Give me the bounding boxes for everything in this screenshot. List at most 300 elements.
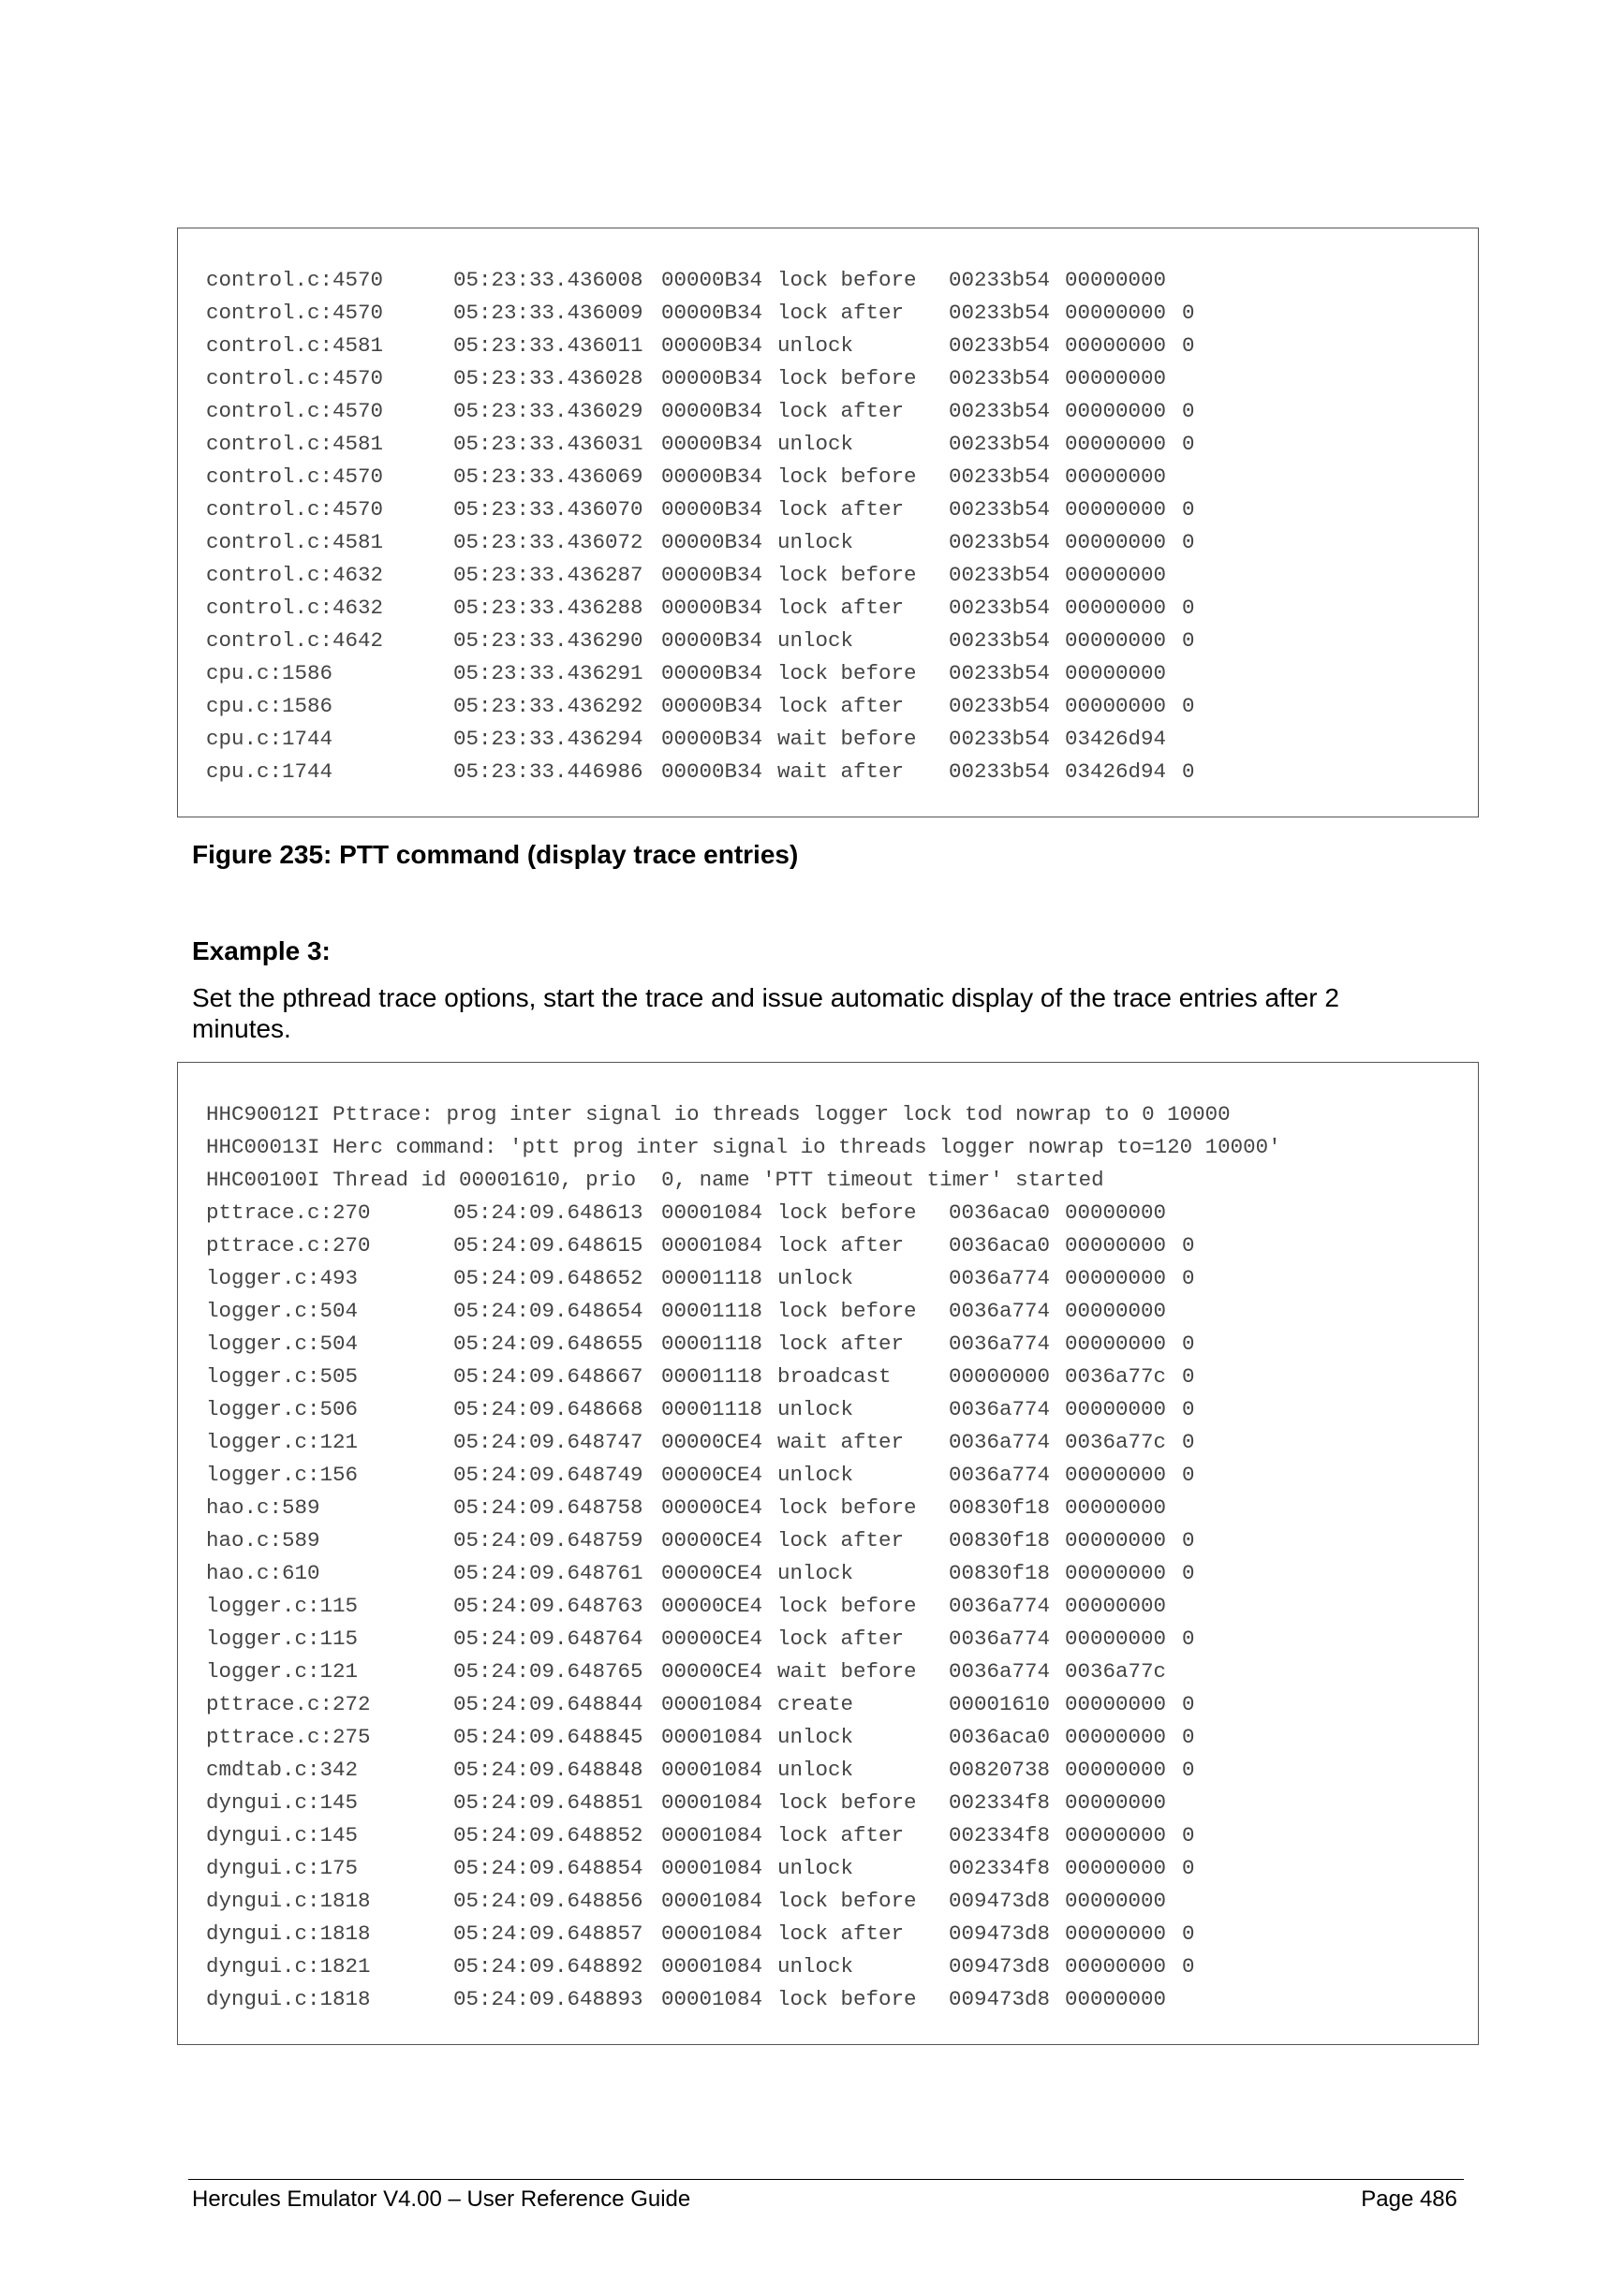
trace-entry-row <box>178 461 1478 493</box>
trace-timestamp: 05:23:33.436011 <box>453 333 643 358</box>
trace-operation: lock before <box>777 1200 917 1225</box>
trace-source-location: pttrace.c:270 <box>206 1200 371 1225</box>
trace-thread-id: 00000B34 <box>661 497 763 522</box>
trace-operation: unlock <box>777 530 854 554</box>
trace-address-2: 00000000 <box>1065 366 1167 390</box>
trace-operation: lock before <box>777 1790 917 1815</box>
trace-timestamp: 05:23:33.436292 <box>453 694 643 718</box>
trace-entry-row <box>178 690 1478 723</box>
trace-timestamp: 05:23:33.436291 <box>453 661 643 685</box>
trace-entry-row <box>178 657 1478 690</box>
trace-thread-id: 00001084 <box>661 1823 763 1847</box>
trace-thread-id: 00001084 <box>661 1856 763 1880</box>
trace-address-1: 00000000 <box>949 1364 1051 1389</box>
trace-return-code: 0 <box>1182 1430 1195 1454</box>
trace-operation: unlock <box>777 1561 854 1585</box>
trace-source-location: logger.c:156 <box>206 1463 359 1487</box>
trace-address-1: 00233b54 <box>949 399 1051 423</box>
trace-return-code: 0 <box>1182 694 1195 718</box>
trace-operation: lock before <box>777 366 917 390</box>
trace-thread-id: 00001118 <box>661 1332 763 1356</box>
trace-operation: lock before <box>777 1594 917 1618</box>
trace-entry-row <box>178 1885 1478 1918</box>
trace-source-location: control.c:4570 <box>206 268 384 292</box>
trace-address-1: 0036aca0 <box>949 1725 1051 1749</box>
trace-source-location: logger.c:121 <box>206 1659 359 1684</box>
trace-timestamp: 05:23:33.446986 <box>453 759 643 784</box>
trace-operation: lock after <box>777 694 905 718</box>
trace-entry-row <box>178 1459 1478 1492</box>
trace-return-code: 0 <box>1182 301 1195 325</box>
trace-timestamp: 05:24:09.648747 <box>453 1430 643 1454</box>
trace-address-1: 00233b54 <box>949 301 1051 325</box>
trace-address-2: 00000000 <box>1065 399 1167 423</box>
footer-page-number: Page 486 <box>1361 2186 1457 2212</box>
trace-operation: unlock <box>777 1954 854 1979</box>
trace-timestamp: 05:24:09.648852 <box>453 1823 643 1847</box>
figure-caption: Figure 235: PTT command (display trace entries) <box>192 840 799 869</box>
trace-address-1: 002334f8 <box>949 1790 1051 1815</box>
trace-entry-row <box>178 559 1478 592</box>
trace-operation: unlock <box>777 1463 854 1487</box>
trace-return-code: 0 <box>1182 1725 1195 1749</box>
trace-source-location: dyngui.c:1818 <box>206 1921 371 1946</box>
trace-timestamp: 05:23:33.436028 <box>453 366 643 390</box>
trace-thread-id: 00001084 <box>661 1987 763 2011</box>
trace-return-code: 0 <box>1182 1463 1195 1487</box>
console-message-line <box>178 1164 1478 1197</box>
trace-timestamp: 05:23:33.436069 <box>453 464 643 489</box>
trace-return-code: 0 <box>1182 1921 1195 1946</box>
trace-thread-id: 00001084 <box>661 1692 763 1716</box>
trace-address-2: 00000000 <box>1065 1856 1167 1880</box>
trace-address-2: 00000000 <box>1065 1823 1167 1847</box>
trace-source-location: logger.c:506 <box>206 1397 359 1421</box>
trace-source-location: pttrace.c:275 <box>206 1725 371 1749</box>
trace-address-1: 009473d8 <box>949 1889 1051 1913</box>
trace-source-location: dyngui.c:1821 <box>206 1954 371 1979</box>
trace-address-1: 0036a774 <box>949 1626 1051 1651</box>
trace-timestamp: 05:23:33.436287 <box>453 563 643 587</box>
trace-output-box-example-3 <box>177 1062 1479 2045</box>
trace-entry-row <box>178 1983 1478 2016</box>
trace-timestamp: 05:24:09.648759 <box>453 1528 643 1553</box>
trace-address-1: 009473d8 <box>949 1921 1051 1946</box>
trace-entry-row <box>178 1787 1478 1819</box>
trace-thread-id: 00000B34 <box>661 333 763 358</box>
trace-operation: unlock <box>777 432 854 456</box>
trace-timestamp: 05:24:09.648761 <box>453 1561 643 1585</box>
trace-thread-id: 00000B34 <box>661 464 763 489</box>
trace-operation: lock after <box>777 1233 905 1258</box>
trace-address-1: 00233b54 <box>949 497 1051 522</box>
console-message-line <box>178 1131 1478 1164</box>
trace-address-2: 00000000 <box>1065 661 1167 685</box>
trace-address-1: 0036aca0 <box>949 1200 1051 1225</box>
trace-return-code: 0 <box>1182 333 1195 358</box>
trace-entry-row <box>178 1524 1478 1557</box>
trace-entry-row <box>178 1557 1478 1590</box>
trace-address-1: 00233b54 <box>949 628 1051 653</box>
trace-timestamp: 05:23:33.436288 <box>453 596 643 620</box>
trace-operation: lock after <box>777 1823 905 1847</box>
trace-address-2: 00000000 <box>1065 1725 1167 1749</box>
trace-thread-id: 00001084 <box>661 1233 763 1258</box>
trace-operation: lock after <box>777 1332 905 1356</box>
trace-source-location: hao.c:589 <box>206 1495 320 1520</box>
trace-source-location: logger.c:504 <box>206 1299 359 1323</box>
trace-operation: lock after <box>777 301 905 325</box>
trace-timestamp: 05:24:09.648763 <box>453 1594 643 1618</box>
trace-return-code: 0 <box>1182 759 1195 784</box>
trace-address-2: 00000000 <box>1065 1332 1167 1356</box>
trace-address-1: 00830f18 <box>949 1561 1051 1585</box>
trace-return-code: 0 <box>1182 1626 1195 1651</box>
trace-source-location: dyngui.c:145 <box>206 1823 359 1847</box>
trace-return-code: 0 <box>1182 1856 1195 1880</box>
trace-thread-id: 00001084 <box>661 1758 763 1782</box>
trace-operation: create <box>777 1692 854 1716</box>
trace-operation: unlock <box>777 1725 854 1749</box>
trace-operation: lock before <box>777 1299 917 1323</box>
trace-source-location: control.c:4570 <box>206 399 384 423</box>
trace-operation: wait before <box>777 1659 917 1684</box>
trace-return-code: 0 <box>1182 628 1195 653</box>
trace-thread-id: 00000B34 <box>661 563 763 587</box>
trace-thread-id: 00000CE4 <box>661 1626 763 1651</box>
trace-operation: lock after <box>777 1626 905 1651</box>
trace-return-code: 0 <box>1182 497 1195 522</box>
trace-address-1: 00830f18 <box>949 1528 1051 1553</box>
trace-operation: unlock <box>777 1266 854 1290</box>
trace-entry-row <box>178 1426 1478 1459</box>
trace-entry-row <box>178 1950 1478 1983</box>
trace-entry-row <box>178 428 1478 461</box>
trace-entry-row <box>178 592 1478 625</box>
trace-address-1: 009473d8 <box>949 1954 1051 1979</box>
trace-operation: unlock <box>777 333 854 358</box>
trace-source-location: pttrace.c:272 <box>206 1692 371 1716</box>
trace-address-1: 0036a774 <box>949 1594 1051 1618</box>
trace-source-location: cpu.c:1744 <box>206 727 333 751</box>
trace-thread-id: 00001118 <box>661 1364 763 1389</box>
trace-entry-row <box>178 526 1478 559</box>
trace-entry-row <box>178 1197 1478 1229</box>
trace-source-location: dyngui.c:145 <box>206 1790 359 1815</box>
trace-thread-id: 00000CE4 <box>661 1561 763 1585</box>
trace-timestamp: 05:23:33.436009 <box>453 301 643 325</box>
trace-thread-id: 00000CE4 <box>661 1463 763 1487</box>
trace-timestamp: 05:24:09.648764 <box>453 1626 643 1651</box>
trace-address-2: 00000000 <box>1065 268 1167 292</box>
trace-source-location: control.c:4570 <box>206 497 384 522</box>
trace-address-2: 03426d94 <box>1065 727 1167 751</box>
trace-address-2: 00000000 <box>1065 1200 1167 1225</box>
trace-source-location: cpu.c:1586 <box>206 694 333 718</box>
trace-thread-id: 00000B34 <box>661 727 763 751</box>
trace-timestamp: 05:23:33.436031 <box>453 432 643 456</box>
trace-entry-row <box>178 1623 1478 1656</box>
trace-address-2: 00000000 <box>1065 1594 1167 1618</box>
trace-thread-id: 00001084 <box>661 1725 763 1749</box>
console-message-text: HHC00013I Herc command: 'ptt prog inter signal io threads logger nowrap to=120 10000' <box>206 1135 1281 1159</box>
trace-source-location: hao.c:610 <box>206 1561 320 1585</box>
console-message-line <box>178 1098 1478 1131</box>
trace-address-2: 00000000 <box>1065 464 1167 489</box>
example-heading: Example 3: <box>192 936 331 965</box>
trace-entry-row <box>178 1492 1478 1524</box>
trace-source-location: hao.c:589 <box>206 1528 320 1553</box>
trace-address-1: 0036a774 <box>949 1659 1051 1684</box>
trace-address-2: 00000000 <box>1065 628 1167 653</box>
trace-entry-row <box>178 493 1478 526</box>
trace-address-2: 00000000 <box>1065 1954 1167 1979</box>
trace-timestamp: 05:24:09.648765 <box>453 1659 643 1684</box>
footer-document-title: Hercules Emulator V4.00 – User Reference Guide <box>192 2186 691 2212</box>
trace-entry-row <box>178 1721 1478 1754</box>
trace-entry-row <box>178 1262 1478 1295</box>
trace-address-2: 00000000 <box>1065 1397 1167 1421</box>
trace-thread-id: 00001084 <box>661 1954 763 1979</box>
trace-address-2: 00000000 <box>1065 497 1167 522</box>
trace-address-2: 00000000 <box>1065 432 1167 456</box>
trace-operation: unlock <box>777 1758 854 1782</box>
console-message-text: HHC00100I Thread id 00001610, prio 0, name 'PTT timeout timer' started <box>206 1168 1104 1192</box>
trace-source-location: cpu.c:1586 <box>206 661 333 685</box>
trace-return-code: 0 <box>1182 1233 1195 1258</box>
trace-thread-id: 00000B34 <box>661 432 763 456</box>
trace-address-1: 00233b54 <box>949 333 1051 358</box>
trace-source-location: control.c:4581 <box>206 432 384 456</box>
trace-source-location: logger.c:115 <box>206 1626 359 1651</box>
trace-entry-row <box>178 1918 1478 1950</box>
trace-entry-row <box>178 330 1478 362</box>
trace-address-2: 00000000 <box>1065 1528 1167 1553</box>
trace-return-code: 0 <box>1182 1528 1195 1553</box>
trace-address-2: 00000000 <box>1065 563 1167 587</box>
trace-address-1: 00233b54 <box>949 563 1051 587</box>
trace-entry-row <box>178 395 1478 428</box>
trace-address-2: 00000000 <box>1065 530 1167 554</box>
trace-address-2: 0036a77c <box>1065 1430 1167 1454</box>
trace-operation: lock before <box>777 563 917 587</box>
trace-source-location: dyngui.c:1818 <box>206 1889 371 1913</box>
trace-address-2: 00000000 <box>1065 1790 1167 1815</box>
trace-address-2: 00000000 <box>1065 1233 1167 1258</box>
trace-source-location: control.c:4632 <box>206 563 384 587</box>
trace-thread-id: 00000B34 <box>661 399 763 423</box>
trace-timestamp: 05:24:09.648615 <box>453 1233 643 1258</box>
trace-source-location: control.c:4581 <box>206 333 384 358</box>
trace-operation: lock after <box>777 497 905 522</box>
trace-return-code: 0 <box>1182 1954 1195 1979</box>
trace-address-2: 00000000 <box>1065 1889 1167 1913</box>
trace-source-location: control.c:4570 <box>206 301 384 325</box>
trace-entry-row <box>178 756 1478 788</box>
trace-timestamp: 05:24:09.648857 <box>453 1921 643 1946</box>
trace-operation: unlock <box>777 628 854 653</box>
example-description: Set the pthread trace options, start the trace and issue automatic display of the trace entries after 2 minutes. <box>192 983 1339 1043</box>
trace-address-1: 00830f18 <box>949 1495 1051 1520</box>
trace-operation: lock before <box>777 1889 917 1913</box>
trace-thread-id: 00001118 <box>661 1266 763 1290</box>
trace-address-1: 0036a774 <box>949 1266 1051 1290</box>
trace-entry-row <box>178 264 1478 297</box>
trace-address-2: 00000000 <box>1065 596 1167 620</box>
trace-operation: wait after <box>777 1430 905 1454</box>
trace-entry-row <box>178 1393 1478 1426</box>
trace-timestamp: 05:24:09.648893 <box>453 1987 643 2011</box>
trace-thread-id: 00000CE4 <box>661 1495 763 1520</box>
trace-timestamp: 05:23:33.436072 <box>453 530 643 554</box>
trace-source-location: control.c:4570 <box>206 464 384 489</box>
trace-source-location: pttrace.c:270 <box>206 1233 371 1258</box>
trace-address-1: 00233b54 <box>949 366 1051 390</box>
trace-thread-id: 00000B34 <box>661 301 763 325</box>
trace-address-2: 00000000 <box>1065 1626 1167 1651</box>
trace-address-2: 00000000 <box>1065 1463 1167 1487</box>
trace-thread-id: 00000B34 <box>661 661 763 685</box>
trace-timestamp: 05:23:33.436290 <box>453 628 643 653</box>
trace-source-location: cmdtab.c:342 <box>206 1758 359 1782</box>
trace-source-location: cpu.c:1744 <box>206 759 333 784</box>
trace-address-1: 0036a774 <box>949 1332 1051 1356</box>
trace-timestamp: 05:24:09.648892 <box>453 1954 643 1979</box>
trace-operation: lock before <box>777 1495 917 1520</box>
trace-source-location: logger.c:493 <box>206 1266 359 1290</box>
trace-return-code: 0 <box>1182 432 1195 456</box>
trace-timestamp: 05:23:33.436070 <box>453 497 643 522</box>
trace-address-2: 00000000 <box>1065 1561 1167 1585</box>
trace-timestamp: 05:23:33.436008 <box>453 268 643 292</box>
trace-address-1: 00233b54 <box>949 596 1051 620</box>
trace-thread-id: 00001084 <box>661 1921 763 1946</box>
trace-address-1: 00233b54 <box>949 759 1051 784</box>
trace-operation: lock after <box>777 1921 905 1946</box>
trace-entry-row <box>178 1328 1478 1361</box>
trace-timestamp: 05:24:09.648848 <box>453 1758 643 1782</box>
trace-entry-row <box>178 1295 1478 1328</box>
trace-thread-id: 00000B34 <box>661 268 763 292</box>
trace-address-1: 00233b54 <box>949 694 1051 718</box>
trace-entry-row <box>178 723 1478 756</box>
trace-address-2: 00000000 <box>1065 1921 1167 1946</box>
console-message-text: HHC90012I Pttrace: prog inter signal io threads logger lock tod nowrap to 0 10000 <box>206 1102 1231 1126</box>
trace-thread-id: 00000B34 <box>661 759 763 784</box>
trace-timestamp: 05:24:09.648655 <box>453 1332 643 1356</box>
trace-address-1: 00233b54 <box>949 530 1051 554</box>
trace-entry-row <box>178 1688 1478 1721</box>
trace-address-1: 00233b54 <box>949 661 1051 685</box>
trace-thread-id: 00000B34 <box>661 596 763 620</box>
footer-divider <box>188 2179 1464 2180</box>
trace-entry-row <box>178 1229 1478 1262</box>
trace-thread-id: 00000CE4 <box>661 1659 763 1684</box>
trace-thread-id: 00000B34 <box>661 694 763 718</box>
trace-thread-id: 00000B34 <box>661 366 763 390</box>
trace-return-code: 0 <box>1182 1332 1195 1356</box>
trace-return-code: 0 <box>1182 1266 1195 1290</box>
trace-return-code: 0 <box>1182 1397 1195 1421</box>
trace-timestamp: 05:24:09.648652 <box>453 1266 643 1290</box>
trace-address-2: 00000000 <box>1065 694 1167 718</box>
trace-operation: lock after <box>777 399 905 423</box>
trace-address-2: 0036a77c <box>1065 1364 1167 1389</box>
trace-address-1: 0036a774 <box>949 1430 1051 1454</box>
trace-operation: lock after <box>777 596 905 620</box>
trace-entry-row <box>178 1754 1478 1787</box>
trace-entry-row <box>178 625 1478 657</box>
trace-operation: unlock <box>777 1856 854 1880</box>
trace-return-code: 0 <box>1182 596 1195 620</box>
trace-return-code: 0 <box>1182 1364 1195 1389</box>
trace-thread-id: 00000CE4 <box>661 1430 763 1454</box>
trace-entry-row <box>178 1819 1478 1852</box>
trace-return-code: 0 <box>1182 1561 1195 1585</box>
trace-operation: lock before <box>777 661 917 685</box>
trace-entry-row <box>178 1590 1478 1623</box>
trace-timestamp: 05:24:09.648749 <box>453 1463 643 1487</box>
trace-address-1: 0036a774 <box>949 1463 1051 1487</box>
trace-address-1: 00820738 <box>949 1758 1051 1782</box>
trace-return-code: 0 <box>1182 1823 1195 1847</box>
trace-source-location: control.c:4581 <box>206 530 384 554</box>
trace-timestamp: 05:24:09.648844 <box>453 1692 643 1716</box>
trace-source-location: dyngui.c:1818 <box>206 1987 371 2011</box>
trace-timestamp: 05:24:09.648654 <box>453 1299 643 1323</box>
trace-address-2: 00000000 <box>1065 1758 1167 1782</box>
trace-entry-row <box>178 297 1478 330</box>
trace-source-location: logger.c:505 <box>206 1364 359 1389</box>
trace-thread-id: 00000B34 <box>661 628 763 653</box>
trace-timestamp: 05:23:33.436029 <box>453 399 643 423</box>
trace-address-2: 00000000 <box>1065 1299 1167 1323</box>
trace-address-1: 0036a774 <box>949 1299 1051 1323</box>
trace-address-2: 00000000 <box>1065 1495 1167 1520</box>
trace-address-1: 00233b54 <box>949 727 1051 751</box>
trace-thread-id: 00000CE4 <box>661 1594 763 1618</box>
trace-entry-row <box>178 1852 1478 1885</box>
trace-address-1: 0036aca0 <box>949 1233 1051 1258</box>
trace-source-location: logger.c:504 <box>206 1332 359 1356</box>
trace-timestamp: 05:24:09.648613 <box>453 1200 643 1225</box>
trace-address-1: 00233b54 <box>949 432 1051 456</box>
trace-return-code: 0 <box>1182 399 1195 423</box>
trace-timestamp: 05:24:09.648758 <box>453 1495 643 1520</box>
trace-source-location: control.c:4632 <box>206 596 384 620</box>
trace-thread-id: 00001084 <box>661 1889 763 1913</box>
trace-return-code: 0 <box>1182 1758 1195 1782</box>
trace-timestamp: 05:24:09.648845 <box>453 1725 643 1749</box>
trace-source-location: control.c:4642 <box>206 628 384 653</box>
trace-address-2: 00000000 <box>1065 333 1167 358</box>
trace-return-code: 0 <box>1182 1692 1195 1716</box>
trace-timestamp: 05:24:09.648668 <box>453 1397 643 1421</box>
trace-address-2: 00000000 <box>1065 1692 1167 1716</box>
trace-operation: lock before <box>777 464 917 489</box>
trace-source-location: control.c:4570 <box>206 366 384 390</box>
trace-entry-row <box>178 362 1478 395</box>
trace-source-location: logger.c:115 <box>206 1594 359 1618</box>
trace-operation: lock before <box>777 1987 917 2011</box>
trace-address-2: 00000000 <box>1065 1266 1167 1290</box>
trace-source-location: logger.c:121 <box>206 1430 359 1454</box>
trace-address-2: 0036a77c <box>1065 1659 1167 1684</box>
trace-return-code: 0 <box>1182 530 1195 554</box>
trace-timestamp: 05:24:09.648851 <box>453 1790 643 1815</box>
trace-source-location: dyngui.c:175 <box>206 1856 359 1880</box>
trace-thread-id: 00001118 <box>661 1397 763 1421</box>
